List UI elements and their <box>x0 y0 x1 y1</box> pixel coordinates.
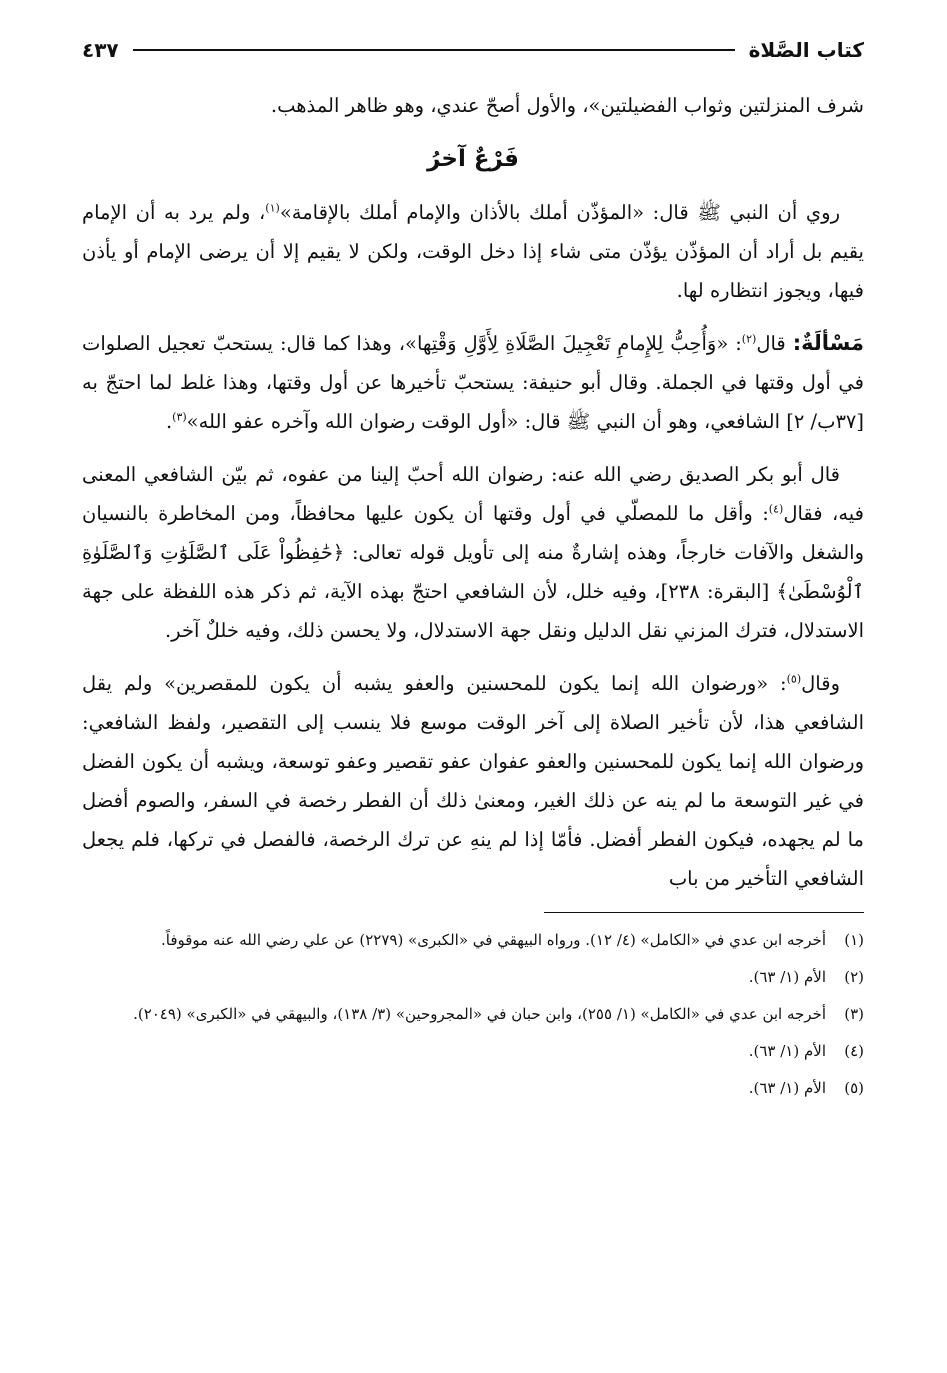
footnote-number: (٤) <box>844 1042 864 1060</box>
footnote-ref: (٤) <box>768 502 784 516</box>
footnote-number: (٥) <box>844 1079 864 1097</box>
masala-label: مَسْألَةٌ: <box>792 331 864 355</box>
footnote-text: الأم (١/ ٦٣). <box>748 1042 826 1060</box>
book-title: كتاب الصَّلاة <box>748 38 864 62</box>
footnote-ref: (٣) <box>172 410 187 424</box>
paragraph-text: . <box>165 410 173 433</box>
footnote-ref: (٢) <box>741 332 757 346</box>
paragraph-continuation <box>82 86 864 125</box>
paragraph-text: : «وَأُحِبُّ لِلإِمامِ تَعْجِيلَ الصَّلَاةِ لِأَوَّلِ وَقْتِها»، وهذا كما قال: يستحبّ تعجيل الصلوات في أول وقتها في الجملة. وقال أبو حنيفة: يستحبّ تأخيرها عن أول وقتها، وهذا غلط لما احتجّ به [٣٧ب/ ٢] الشافعي، وهو أن النبي ﷺ قال: «أول الوقت رضوان الله وآخره عفو الله» <box>82 332 864 433</box>
paragraph-hadith <box>82 193 864 310</box>
footnote-item <box>82 927 864 954</box>
footnote-ref: (١) <box>265 201 280 215</box>
footnotes <box>82 927 864 1102</box>
footnote-number: (٢) <box>844 968 864 986</box>
footnote-ref: (٥) <box>786 672 802 686</box>
footnote-rule <box>544 912 864 913</box>
footnote-text: أخرجه ابن عدي في «الكامل» (٤/ ١٢). ورواه البيهقي في «الكبرى» (٢٢٧٩) عن علي رضي الله عنه موقوفاً. <box>161 931 826 949</box>
paragraph-text: ، ولم يرد به أن الإمام يقيم بل أراد أن المؤذّن يؤذّن متى شاء إذا دخل الوقت، ولكن لا يقيم إلا أن يرضى الإمام أو يأذن فيها، ويجوز انتظاره لها. <box>82 201 864 302</box>
header-rule <box>133 49 735 51</box>
paragraph-ridwan <box>82 664 864 898</box>
paragraph-text: قال أبو بكر الصديق رضي الله عنه: رضوان الله أحبّ إلينا من عفوه، ثم بيّن الشافعي المعنى فيه، فقال <box>82 463 864 525</box>
footnote-number: (٣) <box>844 1005 864 1023</box>
footnote-text: أخرجه ابن عدي في «الكامل» (١/ ٢٥٥)، وابن حبان في «المجروحين» (٣/ ١٣٨)، والبيهقي في «الكبرى» (٢٠٤٩). <box>133 1005 826 1023</box>
footnote-item <box>82 1038 864 1065</box>
book-page <box>82 30 864 1112</box>
footnote-text: الأم (١/ ٦٣). <box>748 1079 826 1097</box>
footnote-item <box>82 964 864 991</box>
running-head <box>82 30 864 70</box>
paragraph-text: : وأقل ما للمصلّي في أول وقتها أن يكون عليها محافظاً، ومن المخاطرة بالنسيان والشغل والآفات خارجاً، وهذه إشارةٌ منه إلى تأويل قوله تعالى: ﴿حَٰفِظُواْ عَلَى ٱلصَّلَوَٰتِ وَٱلصَّلَوٰةِ ٱلْوُسْطَىٰ﴾ [البقرة: ٢٣٨]، وفيه خلل، لأن الشافعي احتجّ بهذه الآية، ثم ذكر هذه اللفظة على جهة الاستدلال، فترك المزني نقل الدليل ونقل جهة الاستدلال، ولا يحسن ذلك، وفيه خللٌ آخر. <box>82 502 864 642</box>
section-heading: فَرْعٌ آخرُ <box>427 146 519 172</box>
footnote-item <box>82 1001 864 1028</box>
paragraph-text: شرف المنزلتين وثواب الفضيلتين»، والأول أصحّ عندي، وهو ظاهر المذهب. <box>270 94 864 117</box>
paragraph-text: قال <box>756 332 793 355</box>
footnote-item <box>82 1075 864 1102</box>
paragraph-text: روي أن النبي ﷺ قال: «المؤذّن أملك بالأذان والإمام أملك بالإقامة» <box>279 201 840 224</box>
footnote-text: الأم (١/ ٦٣). <box>748 968 826 986</box>
paragraph-masala <box>82 324 864 441</box>
paragraph-text: : «ورضوان الله إنما يكون للمحسنين والعفو يشبه أن يكون للمقصرين» ولم يقل الشافعي هذا، لأن تأخير الصلاة إلى آخر الوقت موسع فلا ينسب إلى التقصير، ولفظ الشافعي: ورضوان الله إنما يكون للمحسنين والعفو عفوان عفو تقصير وعفو توسعة، ويشبه أن يكون الفضل في غير التوسعة ما لم ينه عن ذلك الغير، ومعنىٰ ذلك أن الفطر رخصة في السفر، والصوم أفضل ما لم يجهده، فيكون الفطر أفضل. فأمّا إذا لم ينهِ عن ترك الرخصة، فالفصل في تركها، فلم يجعل الشافعي التأخير من باب <box>82 672 864 890</box>
paragraph-abu-bakr <box>82 455 864 650</box>
page-number: ٤٣٧ <box>82 38 119 62</box>
footnote-number: (١) <box>844 931 864 949</box>
paragraph-text: وقال <box>801 672 840 695</box>
